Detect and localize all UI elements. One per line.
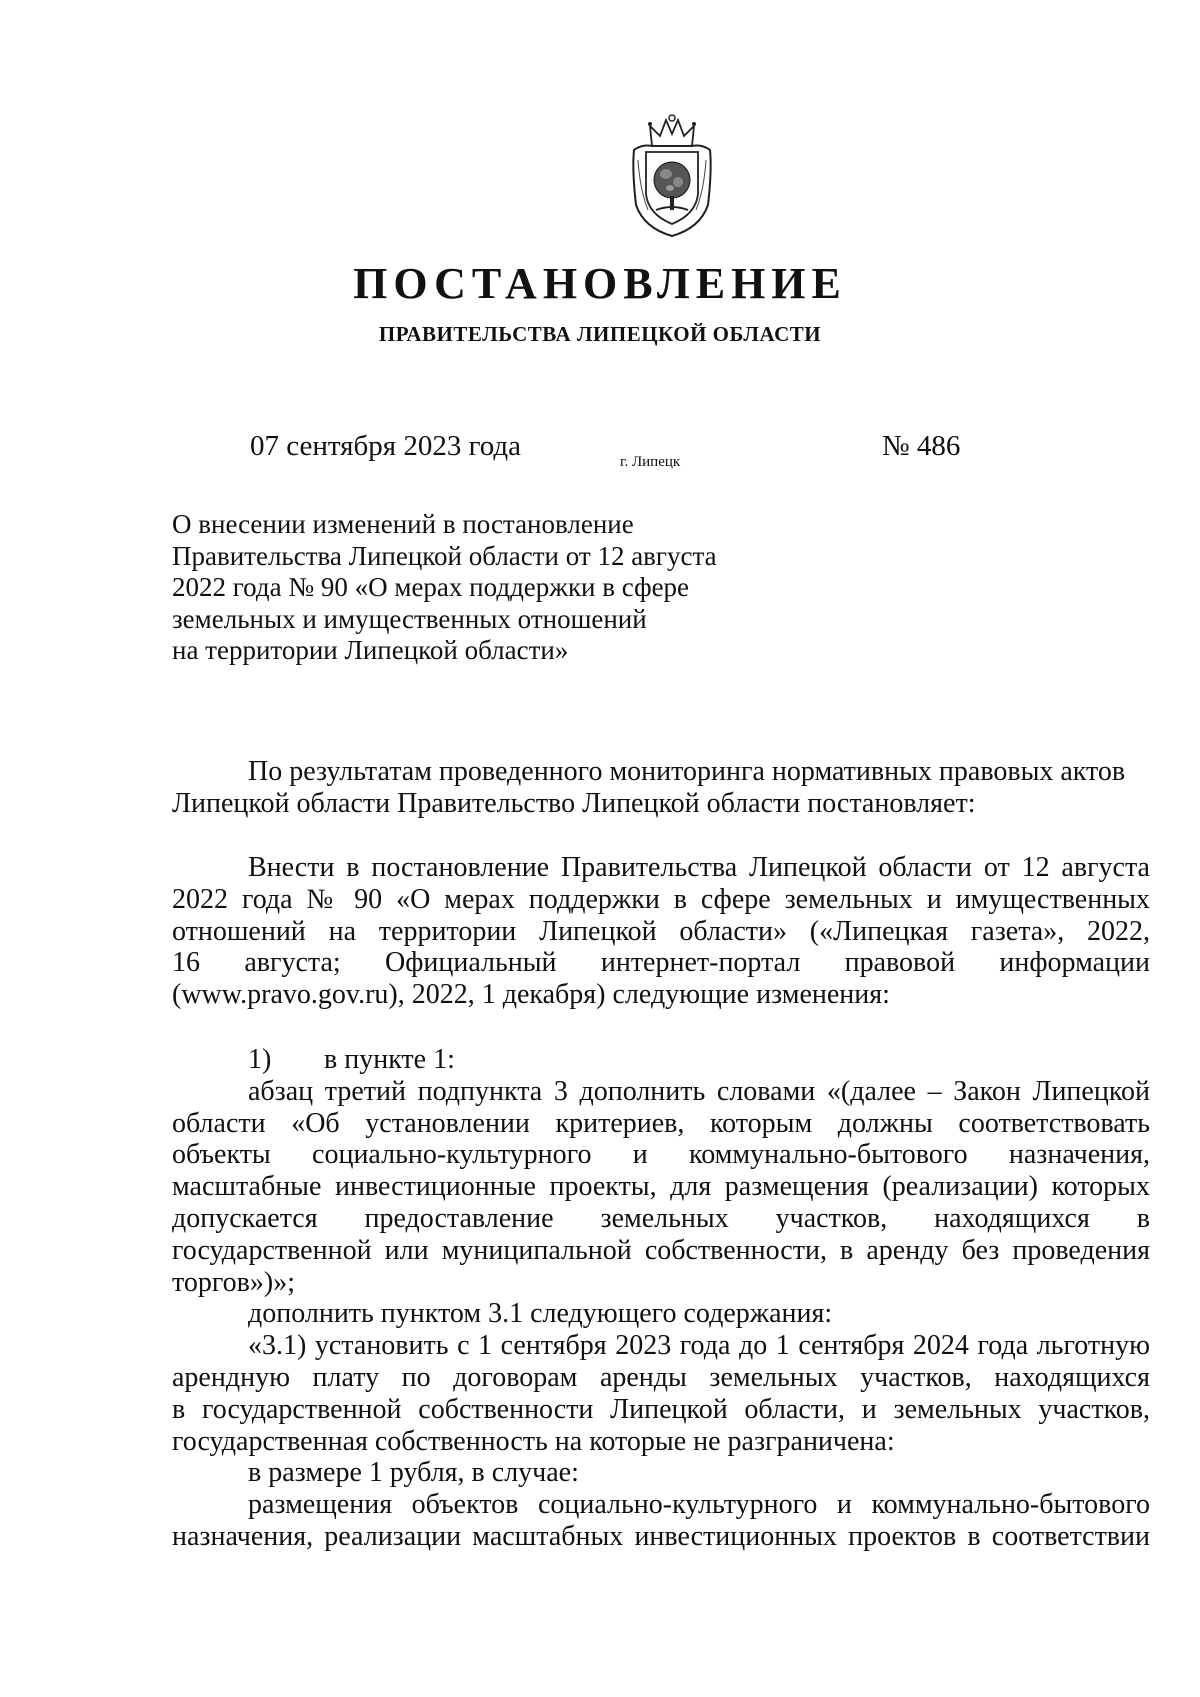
item-line: области «Об установлении критериев, которым должны соответствовать [172, 1107, 1150, 1139]
preamble-line: По результатам проведенного мониторинга нормативных правовых актов [248, 756, 1126, 787]
item-line: объекты социально-культурного и коммунально-бытового назначения, [172, 1139, 1150, 1171]
document-subject [172, 509, 772, 667]
document-number: № 486 [882, 430, 961, 462]
item-line: допускается предоставление земельных участков, находящихся в [172, 1202, 1150, 1234]
resolution-line: 16 августа; Официальный интернет-портал правовой информации [172, 947, 1150, 979]
resolution-line: Внести в постановление Правительства Липецкой области от 12 августа [248, 852, 1150, 883]
subject-line: О внесении изменений в постановление [172, 509, 634, 539]
resolution-paragraph [172, 852, 1150, 1011]
item-line: государственной или муниципальной собственности, в аренду без проведения [172, 1234, 1150, 1266]
item-number: 1) [248, 1044, 272, 1075]
amendment-item-1 [172, 1044, 1150, 1553]
item-line: «3.1) установить с 1 сентября 2023 года до 1 сентября 2024 года льготную [248, 1330, 1150, 1362]
resolution-line: отношений на территории Липецкой области» («Липецкая газета», 2022, [172, 915, 1150, 947]
item-line: в размере 1 рубля, в случае: [248, 1457, 579, 1489]
document-type-title: ПОСТАНОВЛЕНИЕ [353, 259, 847, 308]
item-line: государственная собственность на которые не разграничена: [172, 1425, 895, 1457]
document-city: г. Липецк [620, 454, 681, 470]
item-heading [172, 1044, 1150, 1076]
resolution-line: 2022 года № 90 «О мерах поддержки в сфере земельных и имущественных [172, 883, 1150, 915]
item-line: в государственной собственности Липецкой области, и земельных участков, [172, 1393, 1150, 1425]
item-line: размещения объектов социально-культурного и коммунально-бытового [248, 1489, 1150, 1521]
subject-line: земельных и имущественных отношений [172, 603, 647, 634]
lipetsk-region-coat-of-arms-icon [630, 110, 714, 240]
item-line: назначения, реализации масштабных инвестиционных проектов в соответствии [172, 1520, 1150, 1552]
item-line: абзац третий подпункта 3 дополнить словами «(далее – Закон Липецкой [248, 1075, 1150, 1107]
subject-line: на территории Липецкой области» [172, 635, 569, 666]
document-date: 07 сентября 2023 года [250, 430, 522, 462]
item-heading-text: в пункте 1: [324, 1044, 455, 1075]
issuing-authority: ПРАВИТЕЛЬСТВА ЛИПЕЦКОЙ ОБЛАСТИ [378, 322, 822, 346]
subject-line: Правительства Липецкой области от 12 августа [172, 540, 717, 571]
subject-line: 2022 года № 90 «О мерах поддержки в сфере [172, 572, 690, 603]
item-line: арендную плату по договорам аренды земельных участков, находящихся [172, 1361, 1150, 1393]
preamble-paragraph [172, 756, 1150, 820]
item-line: масштабные инвестиционные проекты, для размещения (реализации) которых [172, 1171, 1150, 1203]
resolution-line: (www.pravo.gov.ru), 2022, 1 декабря) следующие изменения: [172, 979, 890, 1011]
item-line: торгов»)»; [172, 1266, 295, 1298]
preamble-line: Липецкой области Правительство Липецкой области постановляет: [172, 787, 976, 819]
item-line: дополнить пунктом 3.1 следующего содержания: [248, 1298, 833, 1330]
